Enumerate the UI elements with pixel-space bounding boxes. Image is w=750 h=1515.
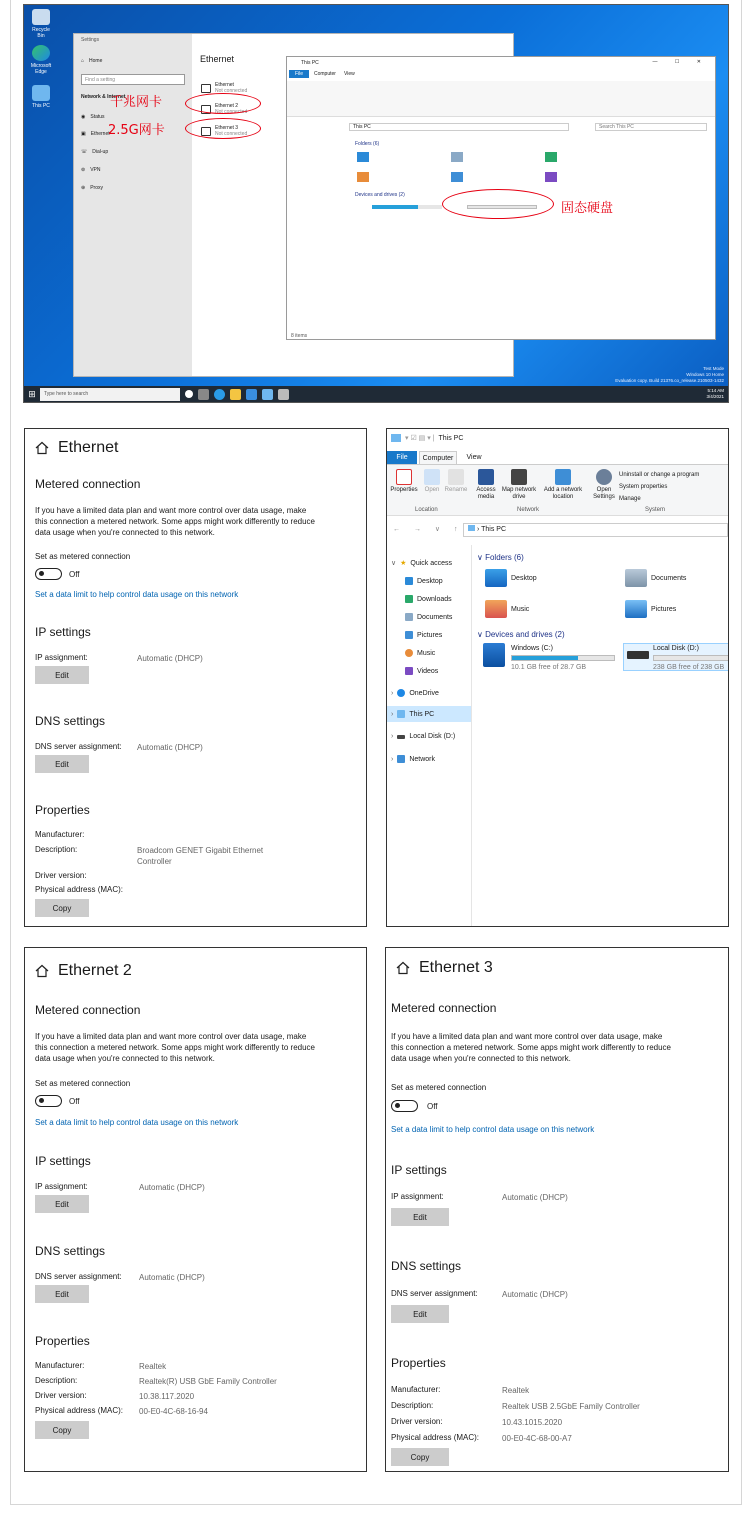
nav-vpn-label: VPN — [90, 167, 101, 173]
pane-divider — [471, 545, 472, 927]
ip-value: Automatic (DHCP) — [502, 1193, 568, 1202]
metered-heading: Metered connection — [391, 1001, 497, 1015]
explorer-titlebar — [391, 434, 463, 442]
metered-description: If you have a limited data plan and want more control over data usage, make this connection a metered network. Some apps might work differently to reduce data usage when you're connected to this network. — [35, 1032, 315, 1063]
nav-documents-label: Documents — [417, 613, 453, 621]
dns-edit-button[interactable]: Edit — [35, 1285, 89, 1303]
manufacturer-value: Realtek — [502, 1386, 530, 1395]
category-title: Network & Internet — [81, 94, 126, 100]
local-disk-icon — [627, 651, 649, 659]
nav-proxy[interactable] — [81, 185, 103, 191]
explorer-small-title: This PC — [301, 60, 319, 66]
ip-label: IP assignment: — [391, 1192, 444, 1201]
this-pc-icon — [468, 525, 475, 531]
properties-heading: Properties — [391, 1356, 446, 1370]
metered-description: If you have a limited data plan and want more control over data usage, make this connection a metered network. Some apps might work differently to reduce data usage when you're connected to this network. — [35, 506, 315, 537]
address-path: This PC — [481, 526, 507, 533]
edge-taskbar-icon[interactable] — [214, 389, 225, 400]
properties-heading: Properties — [35, 1334, 90, 1348]
network-group-label: Network — [517, 507, 540, 513]
store-taskbar-icon[interactable] — [246, 389, 257, 400]
file-tab[interactable]: File — [387, 451, 417, 464]
view-tab-small[interactable]: View — [344, 71, 355, 77]
settings-search-input[interactable]: Find a setting — [81, 74, 185, 85]
nav-music-label: Music — [417, 649, 436, 657]
data-limit-link[interactable]: Set a data limit to help control data usage on this network — [35, 590, 239, 599]
nav-this-pc-label: This PC — [409, 710, 435, 718]
watermark-line-1: Test Mode — [703, 366, 724, 371]
settings-page-title: Ethernet — [200, 54, 235, 64]
mac-label: Physical address (MAC): — [35, 1406, 124, 1415]
open-settings-button[interactable] — [591, 469, 617, 501]
address-bar-small[interactable]: This PC — [349, 123, 569, 131]
nav-vpn[interactable] — [81, 167, 100, 173]
computer-tab[interactable]: Computer — [419, 451, 457, 464]
nav-videos-label: Videos — [417, 667, 439, 675]
dns-label: DNS server assignment: — [35, 742, 122, 751]
downloads-icon — [405, 595, 413, 603]
music-icon — [405, 649, 413, 657]
rename-button[interactable] — [443, 469, 469, 494]
properties-label: Properties — [390, 487, 418, 493]
metered-label: Set as metered connection — [391, 1083, 487, 1092]
folder-desktop-label: Desktop — [511, 574, 537, 582]
watermark-line-3: Evaluation copy. Build 21376.co_release.210503-1432 — [615, 378, 724, 383]
folder-desktop[interactable] — [485, 569, 537, 587]
metered-toggle[interactable] — [35, 1095, 62, 1107]
settings-sidebar — [74, 34, 192, 376]
drive-d-free: 238 GB free of 238 GB — [653, 664, 725, 671]
nav-network[interactable]: › Network — [391, 755, 436, 763]
annotation-oval-nic3 — [185, 118, 261, 139]
nav-status-label: Status — [90, 114, 105, 120]
drive-d-name: Local Disk (D:) — [653, 645, 699, 652]
explorer-title: This PC — [438, 434, 464, 442]
access-media-icon — [478, 469, 494, 485]
cortana-icon[interactable] — [185, 390, 193, 398]
add-location-label: Add a network location — [543, 487, 583, 500]
panel-header — [35, 439, 118, 457]
dns-edit-button[interactable]: Edit — [391, 1305, 449, 1323]
ribbon-small — [287, 81, 715, 117]
file-tab-small[interactable]: File — [289, 70, 309, 78]
music-folder-icon — [485, 600, 507, 618]
toggle-state: Off — [69, 1097, 80, 1106]
clock[interactable] — [706, 388, 724, 400]
taskbar-search[interactable]: Type here to search — [40, 388, 180, 401]
rename-icon — [448, 469, 464, 485]
ip-value: Automatic (DHCP) — [139, 1183, 205, 1192]
desktop-screenshot — [23, 4, 729, 403]
settings-home[interactable] — [81, 58, 102, 64]
drive-c-usage-bar — [511, 655, 615, 661]
mac-value: 00-E0-4C-68-00-A7 — [502, 1434, 572, 1443]
monitor-icon — [201, 84, 211, 93]
clock-time: 5:14 AM — [707, 388, 724, 393]
ip-edit-button[interactable]: Edit — [35, 1195, 89, 1213]
nav-pictures-label: Pictures — [417, 631, 443, 639]
nav-dialup[interactable] — [81, 149, 108, 155]
copy-button[interactable]: Copy — [35, 1421, 89, 1439]
folders-header[interactable]: ∨ Folders (6) — [477, 553, 524, 562]
window-controls[interactable]: — ☐ ✕ — [652, 59, 709, 65]
folder-tiles-small — [357, 152, 697, 187]
properties-heading: Properties — [35, 803, 90, 817]
folders-header-small: Folders (6) — [355, 141, 380, 147]
folder-pictures[interactable] — [625, 600, 676, 618]
nav-proxy-label: Proxy — [90, 185, 103, 191]
desktop-folder-icon — [485, 569, 507, 587]
home-icon[interactable] — [35, 964, 49, 978]
nav-downloads-label: Downloads — [417, 595, 452, 603]
panel-title: Ethernet — [58, 439, 119, 456]
location-group-label: Location — [415, 507, 438, 513]
manufacturer-label: Manufacturer: — [391, 1385, 441, 1394]
drive-icon — [397, 735, 405, 739]
task-view-icon[interactable] — [198, 389, 209, 400]
system-group-label: System — [645, 507, 666, 513]
system-properties-link[interactable]: System properties — [619, 484, 668, 490]
status-bar-small: 8 items — [291, 333, 308, 339]
search-box-small[interactable]: Search This PC — [595, 123, 707, 131]
driver-label: Driver version: — [35, 871, 87, 880]
dns-value: Automatic (DHCP) — [137, 743, 203, 752]
map-drive-button[interactable] — [499, 469, 539, 501]
panel-header — [396, 959, 493, 977]
nav-ethernet-label: Ethernet — [90, 131, 110, 137]
annotation-oval-ssd — [442, 189, 554, 219]
description-label: Description: — [35, 1376, 78, 1385]
dns-heading: DNS settings — [35, 714, 106, 728]
driver-label: Driver version: — [391, 1417, 443, 1426]
driver-value: 10.38.117.2020 — [139, 1392, 195, 1401]
cloud-icon — [397, 689, 405, 697]
nav-pictures[interactable] — [405, 631, 442, 639]
taskbar — [24, 386, 728, 402]
network-icon — [397, 755, 405, 763]
folder-music-label: Music — [511, 605, 530, 613]
nav-documents[interactable] — [405, 613, 452, 621]
metered-heading: Metered connection — [35, 477, 141, 491]
nav-videos[interactable] — [405, 667, 438, 675]
uninstall-link[interactable]: Uninstall or change a program — [619, 472, 700, 478]
metered-label: Set as metered connection — [35, 1079, 131, 1088]
description-value: Realtek(R) USB GbE Family Controller — [139, 1377, 277, 1386]
dns-heading: DNS settings — [391, 1259, 462, 1273]
nav-quick-access-label: Quick access — [410, 559, 453, 567]
map-drive-label: Map network drive — [501, 487, 537, 500]
drive-c-free: 10.1 GB free of 28.7 GB — [511, 664, 587, 671]
home-icon[interactable] — [35, 441, 49, 455]
proxy-icon: ⊕ — [81, 185, 86, 191]
copy-button[interactable]: Copy — [391, 1448, 449, 1466]
nav-this-pc[interactable]: › This PC — [391, 710, 435, 718]
nav-music[interactable] — [405, 649, 435, 657]
drive-c-usage-fill — [512, 656, 578, 660]
nav-desktop-label: Desktop — [417, 577, 443, 585]
ip-value: Automatic (DHCP) — [137, 654, 203, 663]
rename-label: Rename — [444, 487, 468, 493]
description-label: Description: — [391, 1401, 434, 1410]
toggle-state: Off — [69, 570, 80, 579]
manufacturer-label: Manufacturer: — [35, 830, 85, 839]
folder-music[interactable] — [485, 600, 529, 618]
properties-icon — [396, 469, 412, 485]
data-limit-link[interactable]: Set a data limit to help control data usage on this network — [35, 1118, 239, 1127]
ethernet-2-panel — [24, 947, 367, 1472]
dns-value: Automatic (DHCP) — [502, 1290, 568, 1299]
ethernet-3-panel — [385, 947, 729, 1472]
nav-status[interactable] — [81, 114, 105, 120]
driver-label: Driver version: — [35, 1391, 87, 1400]
drive-d-usage-bar — [653, 655, 729, 661]
access-media-label: Access media — [476, 487, 496, 500]
manufacturer-label: Manufacturer: — [35, 1361, 85, 1370]
nav-quick-access[interactable]: ∨ ★ Quick access — [391, 559, 453, 567]
mac-value: 00-E0-4C-68-16-94 — [139, 1407, 208, 1416]
copy-button[interactable]: Copy — [35, 899, 89, 917]
explorer-taskbar-icon[interactable] — [230, 389, 241, 400]
drive-d[interactable] — [653, 644, 729, 672]
dns-edit-button[interactable]: Edit — [35, 755, 89, 773]
documents-icon — [405, 613, 413, 621]
recycle-bin-label: Recycle Bin — [32, 27, 50, 39]
annotation-oval-nic2 — [185, 93, 261, 114]
metered-label: Set as metered connection — [35, 552, 131, 561]
adapter-name: Ethernet — [215, 82, 234, 88]
open-settings-label: Open Settings — [593, 487, 615, 500]
dns-label: DNS server assignment: — [391, 1289, 478, 1298]
annotation-ssd: 固态硬盘 — [561, 201, 614, 216]
edge-label: Microsoft Edge — [30, 63, 52, 75]
map-drive-icon — [511, 469, 527, 485]
panel-header — [35, 962, 132, 980]
panel-title: Ethernet 3 — [419, 959, 493, 976]
this-pc-icon — [391, 434, 401, 442]
annotation-gigabit-nic: 千兆网卡 — [110, 95, 163, 110]
metered-description: If you have a limited data plan and want more control over data usage, make this connection a metered network. Some apps might work differently to reduce data usage when you're connected to this network. — [391, 1032, 671, 1063]
add-location-icon — [555, 469, 571, 485]
home-label: Home — [89, 58, 103, 64]
documents-folder-icon — [625, 569, 647, 587]
edge-desktop-icon[interactable] — [28, 45, 54, 75]
ethernet-panel — [24, 428, 367, 927]
ip-edit-button[interactable]: Edit — [35, 666, 89, 684]
drives-header-small: Devices and drives (2) — [355, 192, 405, 198]
watermark-line-2: Windows 10 Home — [686, 372, 724, 377]
mail-taskbar-icon[interactable] — [262, 389, 273, 400]
home-icon[interactable] — [396, 961, 410, 975]
toggle-state: Off — [427, 1102, 438, 1111]
nav-desktop[interactable] — [405, 577, 443, 585]
annotation-25g-nic: 2.5G网卡 — [108, 123, 165, 138]
panel-title: Ethernet 2 — [58, 962, 132, 979]
dns-value: Automatic (DHCP) — [139, 1273, 205, 1282]
nav-local-disk[interactable]: › Local Disk (D:) — [391, 733, 456, 740]
windows-drive-icon — [483, 643, 505, 667]
data-limit-link[interactable]: Set a data limit to help control data usage on this network — [391, 1125, 595, 1134]
access-media-button[interactable] — [473, 469, 499, 501]
dialup-icon: ☏ — [81, 149, 88, 155]
this-pc-icon — [397, 710, 405, 718]
ip-edit-button[interactable]: Edit — [391, 1208, 449, 1226]
metered-heading: Metered connection — [35, 1003, 141, 1017]
home-icon: ⌂ — [81, 58, 85, 64]
clock-date: 3/4/2021 — [706, 394, 724, 399]
adapter-status: Not connected — [215, 109, 248, 115]
open-label: Open — [424, 487, 440, 493]
ip-heading: IP settings — [391, 1163, 447, 1177]
adapter-name: Ethernet 2 — [215, 103, 239, 109]
driver-value: 10.43.1015.2020 — [502, 1418, 563, 1427]
folder-documents[interactable] — [625, 569, 686, 587]
computer-tab-small[interactable]: Computer — [314, 71, 336, 77]
this-pc-label: This PC — [32, 103, 50, 109]
desktop-icon — [405, 577, 413, 585]
ribbon — [387, 464, 728, 516]
view-tab[interactable]: View — [466, 454, 482, 461]
watermark — [615, 366, 724, 384]
drives-header-label: Devices and drives (2) — [485, 630, 565, 639]
adapter-name: Ethernet 3 — [215, 125, 239, 131]
open-icon — [424, 469, 440, 485]
metered-toggle[interactable] — [35, 568, 62, 580]
drives-header[interactable]: ∨ Devices and drives (2) — [477, 630, 565, 639]
nav-network-label: Network — [409, 755, 436, 763]
manage-link[interactable]: Manage — [619, 496, 641, 502]
adapter-status: Not connected — [215, 131, 248, 137]
gear-icon — [596, 469, 612, 485]
ip-heading: IP settings — [35, 1154, 91, 1168]
address-bar[interactable]: › This PC — [463, 523, 728, 537]
description-value: Realtek USB 2.5GbE Family Controller — [502, 1402, 640, 1411]
properties-button[interactable] — [389, 469, 419, 494]
quick-access-toolbar[interactable]: ▾ ☑ ▤ ▾ | — [405, 435, 435, 442]
folders-header-label: Folders (6) — [485, 553, 524, 562]
star-icon: ★ — [400, 560, 407, 567]
explorer-window — [386, 428, 729, 927]
pictures-folder-icon — [625, 600, 647, 618]
drive-c-bar-small — [372, 205, 442, 209]
ip-label: IP assignment: — [35, 1182, 88, 1191]
folder-pictures-label: Pictures — [651, 605, 677, 613]
settings-taskbar-icon[interactable] — [278, 389, 289, 400]
open-button[interactable] — [421, 469, 443, 494]
description-label: Description: — [35, 845, 78, 854]
drive-c[interactable] — [511, 644, 615, 672]
pictures-icon — [405, 631, 413, 639]
dns-heading: DNS settings — [35, 1244, 106, 1258]
nav-ethernet[interactable] — [81, 131, 110, 137]
drive-c-name: Windows (C:) — [511, 645, 554, 652]
videos-icon — [405, 667, 413, 675]
recycle-bin-desktop-icon[interactable] — [28, 9, 54, 39]
settings-window-title: Settings — [81, 37, 100, 43]
adapter-status: Not connected — [215, 88, 248, 94]
metered-toggle[interactable] — [391, 1100, 418, 1112]
dns-label: DNS server assignment: — [35, 1272, 122, 1281]
ip-heading: IP settings — [35, 625, 91, 639]
ethernet-icon: ▣ — [81, 131, 86, 137]
nav-dialup-label: Dial-up — [92, 149, 109, 155]
status-icon: ◉ — [81, 114, 86, 120]
add-location-button[interactable] — [539, 469, 587, 501]
mac-label: Physical address (MAC): — [35, 885, 124, 894]
this-pc-desktop-icon[interactable] — [28, 85, 54, 109]
start-icon[interactable]: ⊞ — [28, 388, 36, 399]
description-value: Broadcom GENET Gigabit Ethernet Controller — [137, 846, 264, 866]
nav-onedrive-label: OneDrive — [409, 689, 439, 697]
folder-documents-label: Documents — [651, 574, 687, 582]
nav-downloads[interactable] — [405, 595, 452, 603]
vpn-icon: ⊚ — [81, 167, 86, 173]
nav-arrows[interactable]: ← → ∨ ↑ — [393, 526, 464, 533]
ribbon-tabs — [387, 451, 728, 464]
manufacturer-value: Realtek — [139, 1362, 167, 1371]
mac-label: Physical address (MAC): — [391, 1433, 480, 1442]
nav-local-disk-label: Local Disk (D:) — [409, 733, 456, 740]
nav-onedrive[interactable]: › OneDrive — [391, 689, 439, 697]
system-commands — [619, 469, 699, 505]
ip-label: IP assignment: — [35, 653, 88, 662]
